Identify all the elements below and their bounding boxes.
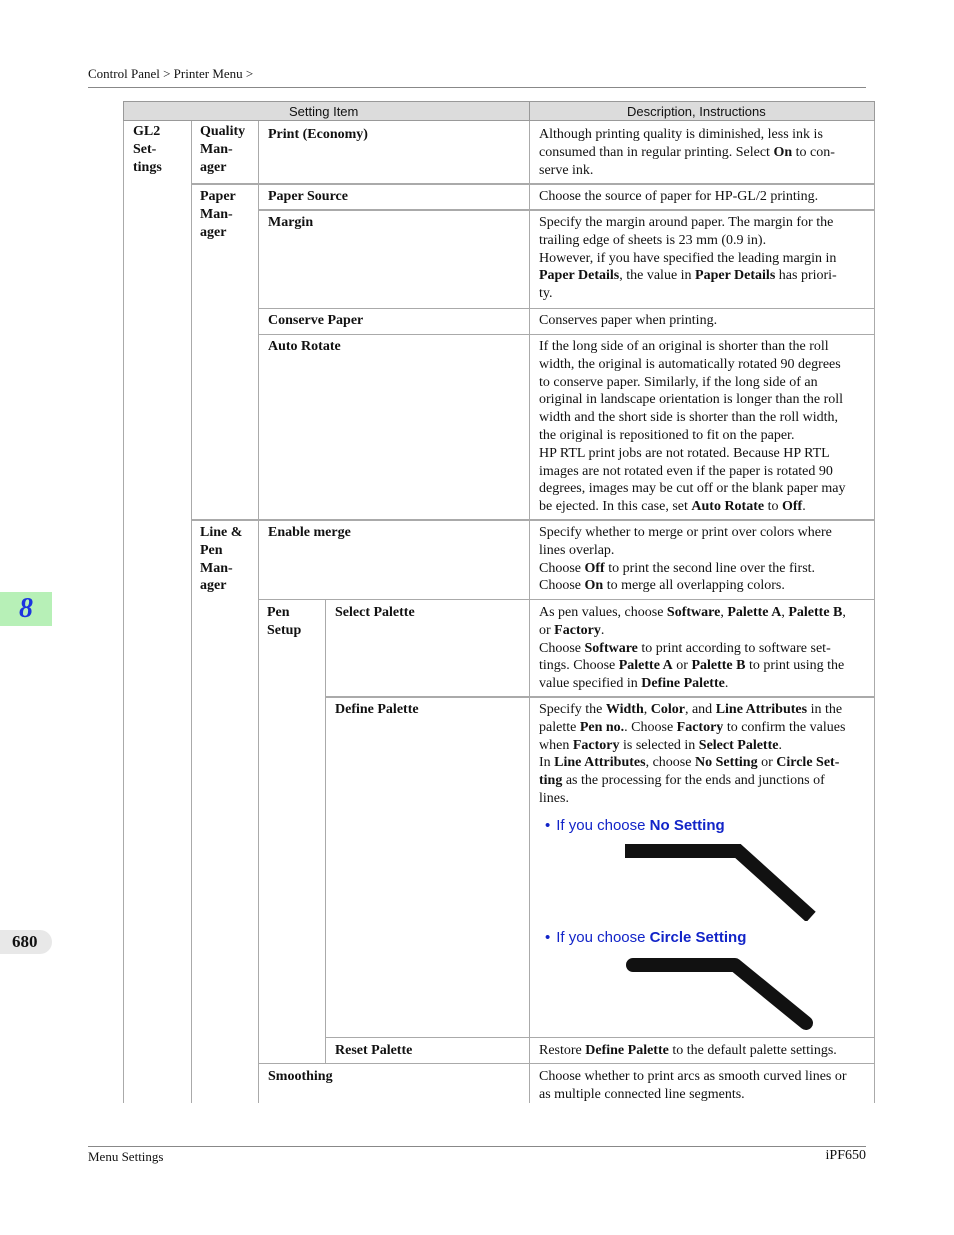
chapter-tab[interactable]: 8 (0, 592, 52, 626)
footer-rule (88, 1146, 866, 1147)
desc-line: Although printing quality is diminished, less ink is (539, 127, 823, 142)
footer-model: iPF650 (825, 1148, 866, 1163)
header-description: Description, Instructions (627, 104, 766, 119)
page-number-tab: 680 (0, 930, 52, 954)
header-setting-item: Setting Item (289, 104, 359, 119)
desc-line: If the long side of an original is shorter than the roll (539, 339, 829, 354)
setting-print-economy: Print (Economy) (268, 127, 368, 142)
setting-smoothing: Smoothing (268, 1069, 333, 1084)
desc-line: as multiple connected line segments. (539, 1086, 745, 1102)
no-setting-line-illustration (623, 841, 823, 921)
settings-table (123, 101, 875, 1103)
desc-line: Specify whether to merge or print over colors where (539, 525, 832, 540)
setting-margin: Margin (268, 215, 314, 230)
desc-line: the original is repositioned to fit on the paper. (539, 427, 795, 443)
bullet-no-setting: • If you choose No Setting (545, 817, 725, 834)
setting-paper-source: Paper Source (268, 189, 348, 204)
desc-line: images are not rotated even if the paper is rotated 90 (539, 463, 833, 479)
desc-line: degrees, images may be cut off or the blank paper may (539, 481, 846, 497)
bullet-circle-setting: • If you choose Circle Setting (545, 929, 747, 946)
desc-paper-source (530, 188, 874, 206)
footer-section: Menu Settings (88, 1149, 164, 1164)
desc-line: HP RTL print jobs are not rotated. Because HP RTL (539, 445, 830, 461)
desc-line: Choose On to merge all overlapping colors. (539, 578, 785, 594)
desc-line: be ejected. In this case, set Auto Rotate to Off. (539, 499, 806, 515)
paper-manager-label: Paper Man- ager (200, 189, 236, 240)
line-pen-manager-label: Line & Pen Man- ager (200, 525, 243, 594)
breadcrumb: Control Panel > Printer Menu > (88, 66, 254, 81)
desc-line: value specified in Define Palette. (539, 676, 729, 692)
desc-line: As pen values, choose Software, Palette A, Palette B, (539, 605, 846, 620)
desc-line: Choose the source of paper for HP-GL/2 printing. (539, 189, 819, 204)
setting-select-palette: Select Palette (335, 605, 415, 620)
desc-smoothing (530, 1068, 874, 1104)
desc-line: trailing edge of sheets is 23 mm (0.9 in). (539, 232, 767, 248)
desc-line: However, if you have specified the leading margin in (539, 250, 837, 266)
desc-line: lines. (539, 790, 569, 806)
desc-line: width, the original is automatically rotated 90 degrees (539, 356, 841, 372)
desc-line: original in landscape orientation is longer than the roll (539, 392, 844, 408)
quality-manager-label: Quality Man- ager (200, 124, 246, 175)
desc-line: Choose Off to print the second line over the first. (539, 560, 816, 576)
desc-line: ty. (539, 286, 553, 302)
desc-line: palette Pen no.. Choose Factory to confirm the values (539, 719, 846, 735)
table-header (123, 101, 875, 121)
desc-define-palette (530, 701, 874, 808)
desc-line: Specify the margin around paper. The margin for the (539, 215, 834, 230)
desc-line: tings. Choose Palette A or Palette B to print using the (539, 658, 845, 674)
setting-enable-merge: Enable merge (268, 525, 351, 540)
desc-line: ting as the processing for the ends and junctions of (539, 773, 825, 789)
desc-line: lines overlap. (539, 542, 615, 558)
circle-setting-line-illustration (623, 953, 823, 1033)
desc-auto-rotate (530, 338, 874, 516)
desc-line: when Factory is selected in Select Palette. (539, 737, 782, 753)
setting-reset-palette: Reset Palette (335, 1043, 413, 1058)
setting-define-palette: Define Palette (335, 702, 419, 717)
desc-line: Specify the Width, Color, and Line Attributes in the (539, 702, 843, 717)
desc-conserve-paper (530, 312, 874, 330)
desc-line: Choose Software to print according to software set- (539, 640, 831, 656)
desc-line: or Factory. (539, 622, 605, 638)
pen-setup-label: Pen Setup (267, 605, 302, 638)
desc-print-economy (530, 126, 874, 179)
desc-margin (530, 214, 874, 303)
header-rule (88, 87, 866, 88)
desc-line: In Line Attributes, choose No Setting or Circle Set- (539, 755, 840, 771)
group-gl2-settings: GL2 Set- tings (133, 124, 162, 175)
desc-line: to conserve paper. Similarly, if the long side of an (539, 374, 818, 390)
desc-line: width and the short side is shorter than the roll width, (539, 410, 839, 426)
desc-line: Choose whether to print arcs as smooth curved lines or (539, 1069, 847, 1084)
setting-conserve-paper: Conserve Paper (268, 313, 364, 328)
desc-line: Restore Define Palette to the default palette settings. (539, 1043, 837, 1058)
desc-select-palette (530, 604, 874, 693)
desc-enable-merge (530, 524, 874, 595)
desc-line: Paper Details, the value in Paper Details has priori- (539, 268, 837, 284)
desc-line: Conserves paper when printing. (539, 313, 718, 328)
desc-line: serve ink. (539, 162, 594, 178)
desc-reset-palette (530, 1042, 874, 1060)
desc-line: consumed than in regular printing. Select On to con- (539, 144, 835, 160)
setting-auto-rotate: Auto Rotate (268, 339, 341, 354)
